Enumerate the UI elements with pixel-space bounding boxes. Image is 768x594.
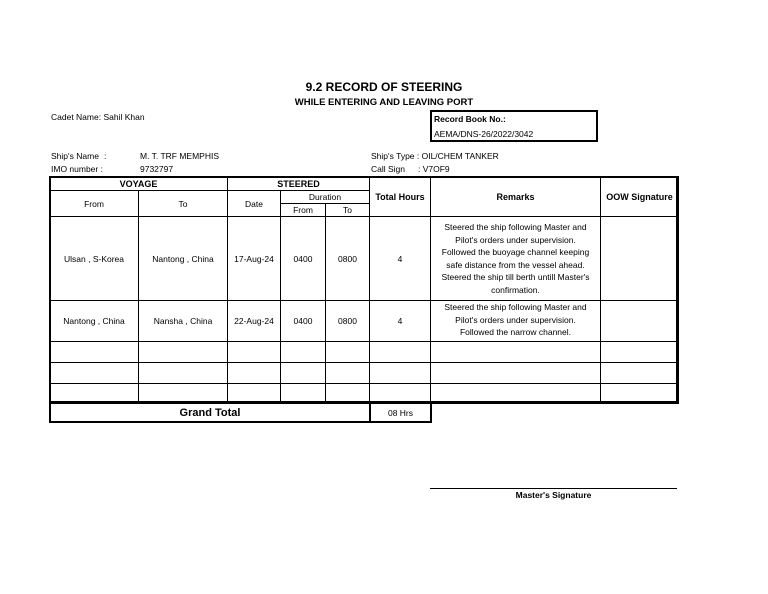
call-sign-value: : V7OF9 <box>418 164 450 174</box>
record-book-box <box>430 110 598 142</box>
row-total-hours: 4 <box>370 217 431 301</box>
empty-row <box>50 342 679 363</box>
oow-signature-header: OOW Signature <box>601 177 679 217</box>
row-duration-from: 0400 <box>281 301 326 342</box>
from-header: From <box>50 191 139 217</box>
row-oow-signature <box>601 301 679 342</box>
table-row <box>50 217 679 301</box>
steered-header: STEERED <box>228 177 370 191</box>
master-signature-label: Master's Signature <box>515 490 592 500</box>
imo-label: IMO number : <box>51 164 103 174</box>
table-row <box>50 301 679 342</box>
page-subtitle: WHILE ENTERING AND LEAVING PORT <box>294 97 474 108</box>
row-duration-to: 0800 <box>326 301 370 342</box>
record-book-value: AEMA/DNS-26/2022/3042 <box>434 129 534 139</box>
ship-name-value: M. T. TRF MEMPHIS <box>140 151 220 161</box>
grand-total-label: Grand Total <box>50 403 370 422</box>
row-oow-signature <box>601 217 679 301</box>
row-to: Nantong , China <box>139 217 228 301</box>
row-duration-from: 0400 <box>281 217 326 301</box>
row-date: 17-Aug-24 <box>228 217 281 301</box>
remarks-line: Followed the narrow channel. <box>459 327 572 337</box>
row-from: Ulsan , S-Korea <box>50 217 139 301</box>
date-header: Date <box>228 191 281 217</box>
remarks-header: Remarks <box>431 177 601 217</box>
page-title: 9.2 RECORD OF STEERING <box>305 80 463 94</box>
imo-value: 9732797 <box>140 164 174 174</box>
duration-to-header: To <box>326 204 370 217</box>
row-duration-to: 0800 <box>326 217 370 301</box>
remarks-line: Steered the ship following Master and <box>444 222 587 232</box>
to-header: To <box>139 191 228 217</box>
steering-record-table <box>49 176 679 404</box>
ship-type: Ship's Type : OIL/CHEM TANKER <box>371 151 499 161</box>
row-date: 22-Aug-24 <box>228 301 281 342</box>
row-from: Nantong , China <box>50 301 139 342</box>
remarks-line: Pilot's orders under supervision. <box>455 234 576 245</box>
remarks-line: Steered the ship till berth untill Master's <box>441 272 590 282</box>
grand-total-value: 08 Hrs <box>370 403 431 422</box>
remarks-line: safe distance from the vessel ahead. <box>446 259 585 270</box>
call-sign-label: Call Sign <box>371 164 406 174</box>
record-book-label: Record Book No.: <box>434 114 506 124</box>
remarks-line: confirmation. <box>491 284 540 295</box>
remarks-line: Pilot's orders under supervision. <box>455 314 576 325</box>
row-to: Nansha , China <box>139 301 228 342</box>
row-remarks <box>431 217 601 301</box>
empty-row <box>50 384 679 404</box>
duration-from-header: From <box>281 204 326 217</box>
remarks-line: Followed the buoyage channel keeping <box>441 247 590 257</box>
total-hours-header: Total Hours <box>370 177 431 217</box>
duration-header: Duration <box>281 191 370 204</box>
ship-name-label: Ship's Name <box>51 151 99 161</box>
row-total-hours: 4 <box>370 301 431 342</box>
remarks-line: Steered the ship following Master and <box>444 302 587 312</box>
master-signature-line <box>430 488 677 489</box>
ship-name-colon: : <box>104 151 107 161</box>
voyage-header: VOYAGE <box>50 177 228 191</box>
empty-row <box>50 363 679 384</box>
grand-total-row <box>49 402 432 423</box>
cadet-name: Cadet Name: Sahil Khan <box>51 112 145 122</box>
row-remarks <box>431 301 601 342</box>
